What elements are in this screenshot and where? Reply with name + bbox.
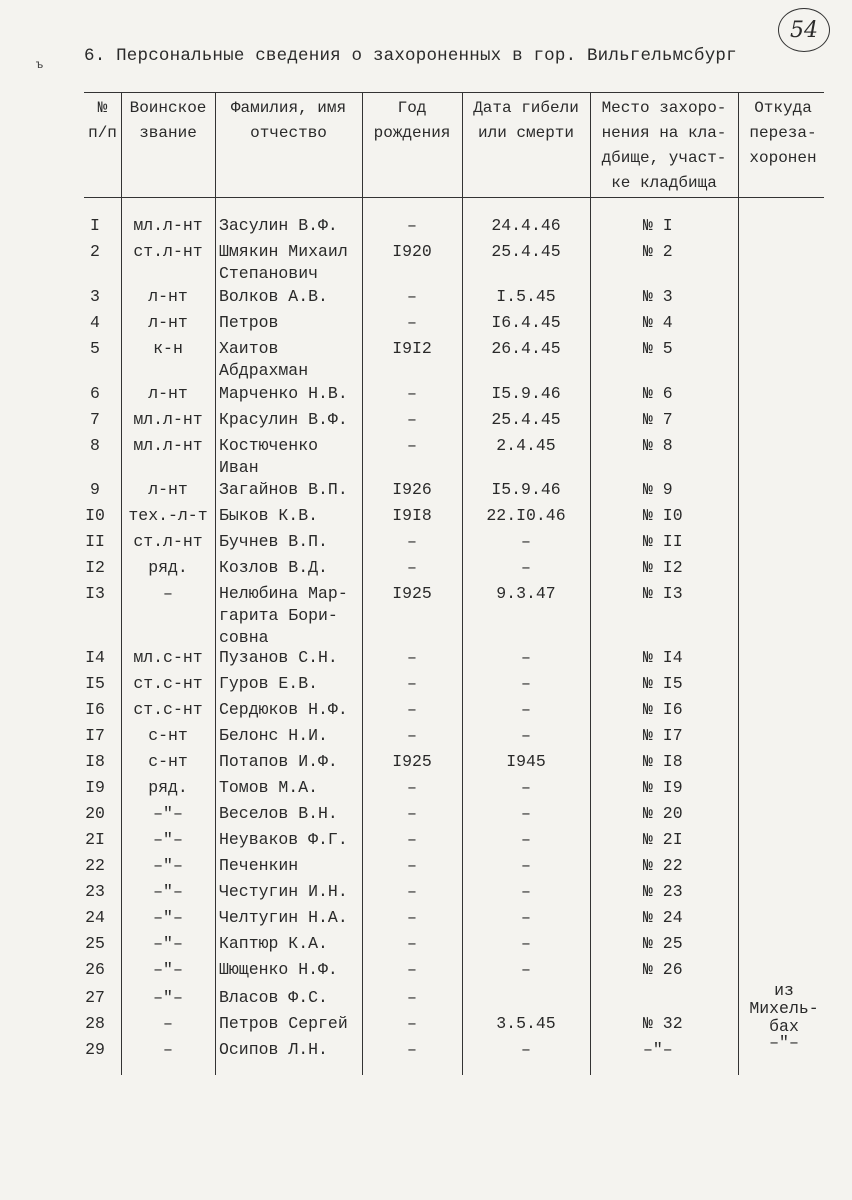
- cell-name: Шющенко Н.Ф.: [219, 960, 338, 979]
- cell-num: 2I: [85, 830, 105, 849]
- cell-date: 22.I0.46: [486, 506, 566, 525]
- cell-name: Власов Ф.С.: [219, 988, 328, 1007]
- cell-place: № I2: [643, 558, 683, 577]
- cell-place: № 5: [643, 339, 673, 358]
- cell-name: Потапов И.Ф.: [219, 752, 338, 771]
- cell-name: Белонс Н.И.: [219, 726, 328, 745]
- page-number: 54: [778, 8, 830, 52]
- cell-name: Осипов Л.Н.: [219, 1040, 328, 1059]
- cell-year: –: [407, 804, 417, 823]
- cell-name: Томов М.А.: [219, 778, 319, 797]
- cell-place: № I6: [643, 700, 683, 719]
- cell-rank: –"–: [153, 908, 183, 927]
- cell-name: Костюченко Иван: [219, 436, 319, 477]
- cell-num: II: [85, 532, 105, 551]
- cell-rank: л-нт: [148, 287, 188, 306]
- cell-date: 24.4.46: [491, 216, 561, 235]
- cell-name: Честугин И.Н.: [219, 882, 348, 901]
- cell-num: 29: [85, 1040, 105, 1059]
- cell-date: 9.3.47: [496, 584, 556, 603]
- cell-year: I9I8: [392, 506, 432, 525]
- cell-name: Сердюков Н.Ф.: [219, 700, 348, 719]
- cell-name: Гуров Е.В.: [219, 674, 319, 693]
- cell-num: 7: [90, 410, 100, 429]
- cell-year: –: [407, 313, 417, 332]
- cell-rank: л-нт: [148, 384, 188, 403]
- cell-year: –: [407, 830, 417, 849]
- cell-rank: –: [163, 1014, 173, 1033]
- cell-num: 8: [90, 436, 100, 455]
- cell-num: 20: [85, 804, 105, 823]
- header-place: Место захоро- нения на кла- дбище, участ- ке кладбища: [601, 99, 727, 192]
- cell-date: –: [521, 908, 531, 927]
- cell-date: –: [521, 558, 531, 577]
- cell-place: № 6: [643, 384, 673, 403]
- cell-date: I945: [506, 752, 546, 771]
- cell-rank: ряд.: [148, 558, 188, 577]
- cell-rank: мл.л-нт: [133, 436, 203, 455]
- header-from: Откуда переза- хоронен: [749, 99, 817, 167]
- cell-place: № 4: [643, 313, 673, 332]
- cell-num: 22: [85, 856, 105, 875]
- cell-name: Веселов В.Н.: [219, 804, 338, 823]
- cell-date: –: [521, 700, 531, 719]
- cell-name: Челтугин Н.А.: [219, 908, 348, 927]
- cell-place: № 23: [643, 882, 683, 901]
- cell-date: –: [521, 934, 531, 953]
- cell-rank: ряд.: [148, 778, 188, 797]
- cell-name: Хаитов Абдрахман: [219, 339, 309, 380]
- cell-name: Бучнев В.П.: [219, 532, 328, 551]
- cell-date: 3.5.45: [496, 1014, 556, 1033]
- cell-rank: –"–: [153, 856, 183, 875]
- cell-num: 24: [85, 908, 105, 927]
- cell-year: –: [407, 384, 417, 403]
- cell-place: № 7: [643, 410, 673, 429]
- cell-date: –: [521, 648, 531, 667]
- cell-year: –: [407, 410, 417, 429]
- cell-name: Красулин В.Ф.: [219, 410, 348, 429]
- cell-year: I926: [392, 480, 432, 499]
- cell-year: –: [407, 532, 417, 551]
- header-date: Дата гибели или смерти: [473, 99, 579, 142]
- cell-date: I5.9.46: [491, 480, 561, 499]
- cell-num: 2: [90, 242, 100, 261]
- cell-year: –: [407, 216, 417, 235]
- cell-name: Быков К.В.: [219, 506, 319, 525]
- cell-name: Волков А.В.: [219, 287, 328, 306]
- margin-mark: ъ: [36, 58, 44, 72]
- cell-num: I6: [85, 700, 105, 719]
- cell-year: –: [407, 648, 417, 667]
- cell-year: –: [407, 988, 417, 1007]
- cell-rank: –"–: [153, 804, 183, 823]
- cell-name: Шмякин Михаил Степанович: [219, 242, 348, 283]
- cell-name: Засулин В.Ф.: [219, 216, 338, 235]
- cell-num: 26: [85, 960, 105, 979]
- cell-year: –: [407, 778, 417, 797]
- header-name: Фамилия, имя отчество: [230, 99, 347, 142]
- cell-num: 3: [90, 287, 100, 306]
- cell-name: Печенкин: [219, 856, 299, 875]
- cell-date: –: [521, 674, 531, 693]
- cell-place: № I3: [643, 584, 683, 603]
- cell-year: –: [407, 960, 417, 979]
- cell-name: Козлов В.Д.: [219, 558, 328, 577]
- cell-rank: –"–: [153, 830, 183, 849]
- cell-year: –: [407, 287, 417, 306]
- cell-num: 5: [90, 339, 100, 358]
- cell-year: –: [407, 934, 417, 953]
- cell-rank: ст.л-нт: [133, 242, 203, 261]
- cell-year: –: [407, 856, 417, 875]
- cell-rank: –"–: [153, 882, 183, 901]
- cell-place: № I9: [643, 778, 683, 797]
- cell-num: 23: [85, 882, 105, 901]
- cell-place: № 24: [643, 908, 683, 927]
- cell-date: –: [521, 726, 531, 745]
- cell-place: № II: [643, 532, 683, 551]
- cell-rank: мл.л-нт: [133, 410, 203, 429]
- cell-rank: ст.с-нт: [133, 674, 203, 693]
- cell-year: I925: [392, 584, 432, 603]
- cell-from: из Михель- бах: [749, 981, 819, 1036]
- cell-name: Нелюбина Мар- гарита Бори- совна: [219, 584, 348, 647]
- cell-year: I920: [392, 242, 432, 261]
- cell-place: № I5: [643, 674, 683, 693]
- cell-name: Неуваков Ф.Г.: [219, 830, 348, 849]
- cell-rank: с-нт: [148, 752, 188, 771]
- cell-place: № 25: [643, 934, 683, 953]
- cell-place: № 26: [643, 960, 683, 979]
- cell-date: 2.4.45: [496, 436, 556, 455]
- cell-num: I2: [85, 558, 105, 577]
- cell-date: 25.4.45: [491, 410, 561, 429]
- cell-place: № 22: [643, 856, 683, 875]
- document-title: 6. Персональные сведения о захороненных в гор. Вильгельмсбург: [84, 46, 737, 66]
- cell-date: –: [521, 960, 531, 979]
- cell-num: 4: [90, 313, 100, 332]
- cell-year: –: [407, 674, 417, 693]
- cell-num: I7: [85, 726, 105, 745]
- cell-place: № 3: [643, 287, 673, 306]
- cell-year: –: [407, 558, 417, 577]
- cell-name: Марченко Н.В.: [219, 384, 348, 403]
- header-year: Год рождения: [373, 99, 451, 142]
- cell-num: 6: [90, 384, 100, 403]
- cell-num: 25: [85, 934, 105, 953]
- cell-date: I6.4.45: [491, 313, 561, 332]
- cell-name: Петров: [219, 313, 279, 332]
- cell-year: I925: [392, 752, 432, 771]
- cell-place: № I0: [643, 506, 683, 525]
- cell-name: Петров Сергей: [219, 1014, 348, 1033]
- cell-num: I3: [85, 584, 105, 603]
- cell-place: № 8: [643, 436, 673, 455]
- cell-date: –: [521, 830, 531, 849]
- cell-from: –"–: [769, 1033, 799, 1052]
- cell-rank: к-н: [153, 339, 183, 358]
- cell-num: 9: [90, 480, 100, 499]
- cell-num: I5: [85, 674, 105, 693]
- cell-year: –: [407, 908, 417, 927]
- cell-name: Каптюр К.А.: [219, 934, 328, 953]
- cell-rank: тех.-л-т: [128, 506, 208, 525]
- cell-rank: ст.л-нт: [133, 532, 203, 551]
- cell-num: 28: [85, 1014, 105, 1033]
- cell-date: I.5.45: [496, 287, 556, 306]
- cell-rank: –: [163, 584, 173, 603]
- cell-num: I0: [85, 506, 105, 525]
- cell-date: –: [521, 532, 531, 551]
- cell-year: –: [407, 1040, 417, 1059]
- cell-place: № 32: [643, 1014, 683, 1033]
- cell-num: I: [90, 216, 100, 235]
- cell-date: –: [521, 778, 531, 797]
- cell-year: –: [407, 882, 417, 901]
- cell-rank: л-нт: [148, 480, 188, 499]
- header-num: № п/п: [88, 99, 117, 142]
- cell-rank: мл.с-нт: [133, 648, 203, 667]
- cell-num: I9: [85, 778, 105, 797]
- cell-date: 25.4.45: [491, 242, 561, 261]
- cell-rank: –"–: [153, 960, 183, 979]
- cell-place: № I8: [643, 752, 683, 771]
- cell-place: № 9: [643, 480, 673, 499]
- cell-rank: мл.л-нт: [133, 216, 203, 235]
- cell-rank: –"–: [153, 988, 183, 1007]
- cell-year: –: [407, 700, 417, 719]
- cell-date: –: [521, 856, 531, 875]
- cell-date: –: [521, 804, 531, 823]
- cell-place: № I4: [643, 648, 683, 667]
- cell-date: 26.4.45: [491, 339, 561, 358]
- cell-rank: –"–: [153, 934, 183, 953]
- cell-place: –"–: [643, 1040, 673, 1059]
- cell-year: –: [407, 726, 417, 745]
- cell-date: –: [521, 1040, 531, 1059]
- cell-num: I4: [85, 648, 105, 667]
- cell-year: –: [407, 1014, 417, 1033]
- cell-place: № I: [643, 216, 673, 235]
- cell-rank: –: [163, 1040, 173, 1059]
- cell-date: I5.9.46: [491, 384, 561, 403]
- cell-name: Загайнов В.П.: [219, 480, 348, 499]
- header-rank: Воинское звание: [129, 99, 207, 142]
- cell-name: Пузанов С.Н.: [219, 648, 338, 667]
- cell-rank: л-нт: [148, 313, 188, 332]
- cell-rank: ст.с-нт: [133, 700, 203, 719]
- cell-year: –: [407, 436, 417, 455]
- cell-place: № 20: [643, 804, 683, 823]
- cell-num: I8: [85, 752, 105, 771]
- cell-num: 27: [85, 988, 105, 1007]
- cell-place: № 2I: [643, 830, 683, 849]
- cell-place: № 2: [643, 242, 673, 261]
- cell-year: I9I2: [392, 339, 432, 358]
- cell-place: № I7: [643, 726, 683, 745]
- cell-date: –: [521, 882, 531, 901]
- cell-rank: с-нт: [148, 726, 188, 745]
